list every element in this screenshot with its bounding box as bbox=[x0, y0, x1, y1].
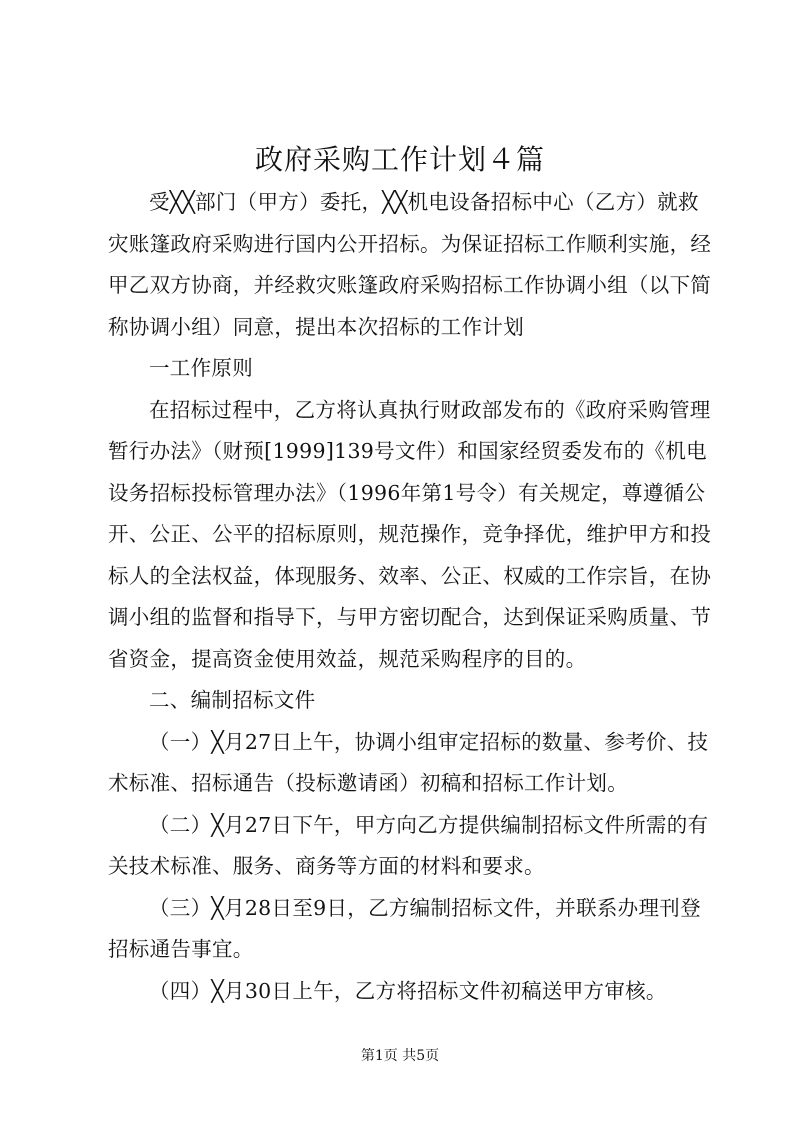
schedule-item-1: （一）╳月27日上午，协调小组审定招标的数量、参考价、技术标准、招标通告（投标邀请函）初稿和招标工作计划。 bbox=[108, 729, 709, 795]
document-body bbox=[108, 182, 718, 1012]
schedule-item-2: （二）╳月27日下午，甲方向乙方提供编制招标文件所需的有关技术标准、服务、商务等方面的材料和要求。 bbox=[108, 812, 709, 878]
section-heading-work-principle: 一工作原则 bbox=[149, 356, 253, 380]
schedule-item-3: （三）╳月28日至9日，乙方编制招标文件，并联系办理刊登招标通告事宜。 bbox=[108, 895, 701, 961]
section-heading-tender-documents: 二、编制招标文件 bbox=[149, 688, 316, 712]
page-footer: 第1页 共5页 bbox=[360, 1048, 440, 1064]
intro-paragraph: 受╳╳部门（甲方）委托，╳╳机电设备招标中心（乙方）就救灾账篷政府采购进行国内公开招标。为保证招标工作顺利实施，经甲乙双方协商，并经救灾账篷政府采购招标工作协调小组（以下简称协调小组）同意，提出本次招标的工作计划 bbox=[108, 190, 712, 339]
principle-paragraph: 在招标过程中，乙方将认真执行财政部发布的《政府采购管理暂行办法》（财预[1999]139号文件）和国家经贸委发布的《机电设务招标投标管理办法》（1996年第1号令）有关规定，尊遵循公开、公正、公平的招标原则，规范操作，竞争择优，维护甲方和投标人的全法权益，体现服务、效率、公正、权威的工作宗旨，在协调小组的监督和指导下，与甲方密切配合，达到保证采购质量、节省资金，提高资金使用效益，规范采购程序的目的。 bbox=[108, 397, 712, 671]
schedule-item-4: （四）╳月30日上午，乙方将招标文件初稿送甲方审核。 bbox=[149, 978, 667, 1003]
document-title: 政府采购工作计划４篇 bbox=[254, 143, 545, 176]
